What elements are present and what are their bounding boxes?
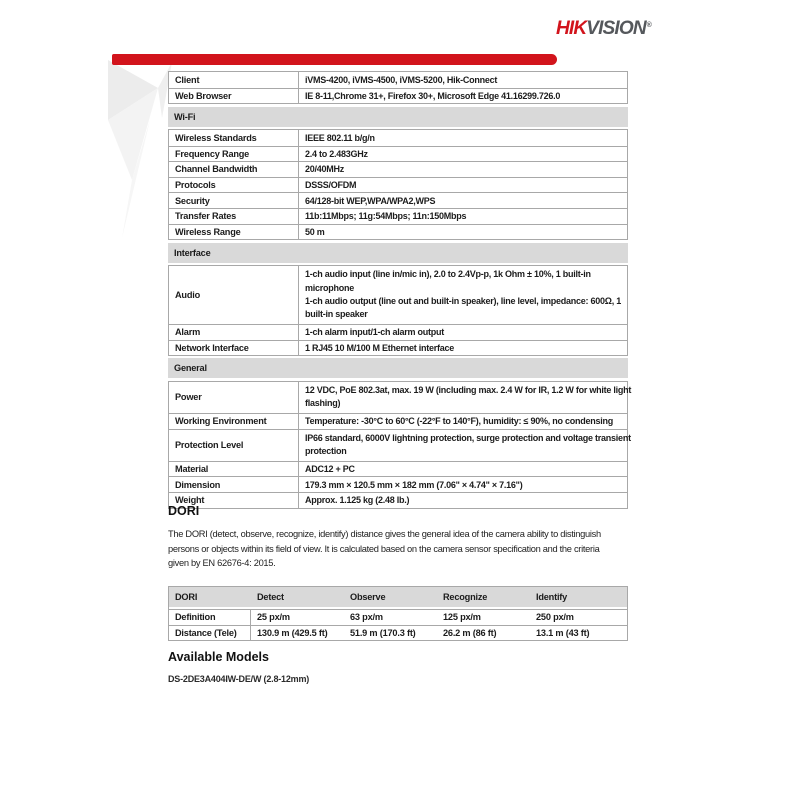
spec-value-line: 11b:11Mbps; 11g:54Mbps; 11n:150Mbps	[305, 211, 467, 222]
spec-value	[299, 462, 627, 477]
spec-value-line: 1-ch alarm input/1-ch alarm output	[305, 327, 445, 338]
spec-value	[299, 325, 627, 340]
spec-label: Transfer Rates	[169, 209, 299, 224]
dori-cell: Definition	[169, 610, 251, 625]
dori-cell: 130.9 m (429.5 ft)	[257, 627, 328, 638]
spec-value-line: 50 m	[305, 226, 325, 237]
dori-cell: Distance (Tele)	[169, 626, 251, 641]
spec-label: Weight	[169, 493, 299, 508]
dori-description-line: persons or objects within its field of view. It is calculated based on the camera sensor specification and the criteria	[168, 543, 600, 554]
dori-cell: 125 px/m	[443, 612, 481, 623]
dori-header-cell-identify: Identify	[536, 592, 568, 602]
spec-value-line: protection	[305, 446, 347, 457]
dori-header-cell-detect: Detect	[257, 592, 284, 602]
spec-value-line: DSSS/OFDM	[305, 180, 357, 191]
dori-section-title: DORI	[168, 504, 200, 518]
dori-cell: 51.9 m (170.3 ft)	[350, 627, 416, 638]
spec-value-line: Approx. 1.125 kg (2.48 lb.)	[305, 495, 410, 506]
spec-row-group	[168, 129, 628, 240]
spec-value-line: microphone	[305, 282, 355, 293]
spec-label: Power	[169, 382, 299, 413]
spec-value-line: 64/128-bit WEP,WPA/WPA2,WPS	[305, 195, 436, 206]
dori-cell: 63 px/m	[350, 612, 383, 623]
available-models-list	[168, 673, 309, 686]
logo-vision-text: VISION	[586, 17, 646, 39]
spec-label: Audio	[169, 266, 299, 324]
spec-value-line: iVMS-4200, iVMS-4500, iVMS-5200, Hik-Connect	[305, 74, 498, 85]
registered-trademark-symbol: ®	[646, 21, 652, 29]
spec-value	[299, 225, 627, 240]
model-number: DS-2DE3A404IW-DE/W (2.8-12mm)	[168, 674, 310, 684]
spec-row-protection-level	[169, 429, 631, 461]
spec-value	[299, 382, 635, 413]
dori-table	[168, 586, 628, 641]
spec-value	[299, 414, 627, 429]
spec-label: Security	[169, 193, 299, 208]
dori-description-line: given by EN 62676-4: 2015.	[168, 558, 276, 569]
spec-value-line: 179.3 mm × 120.5 mm × 182 mm (7.06" × 4.74" × 7.16")	[305, 479, 523, 490]
spec-value-line: 2.4 to 2.483GHz	[305, 148, 368, 159]
spec-row-frequency-range	[169, 146, 627, 162]
red-accent-bar	[112, 54, 557, 65]
spec-row-protocols	[169, 177, 627, 193]
spec-row-group	[168, 71, 628, 104]
specification-table	[168, 71, 632, 509]
spec-row-security	[169, 192, 627, 208]
spec-value	[299, 193, 627, 208]
spec-row-wireless-range	[169, 224, 627, 240]
spec-value	[299, 493, 627, 508]
spec-value-line: IEEE 802.11 b/g/n	[305, 132, 375, 143]
dori-cell: 13.1 m (43 ft)	[536, 627, 590, 638]
spec-value	[299, 89, 627, 104]
logo-hik-text: HIK	[555, 17, 587, 39]
spec-value-line: 12 VDC, PoE 802.3at, max. 19 W (including max. 2.4 W for IR, 1.2 W for white light	[305, 385, 632, 396]
dori-table-row-distance-tele	[169, 625, 627, 641]
spec-value-line: flashing)	[305, 398, 341, 409]
spec-value-line: 1-ch audio output (line out and built-in speaker), line level, impedance: 600Ω, 1	[305, 295, 622, 306]
spec-value	[299, 147, 627, 162]
spec-label: Alarm	[169, 325, 299, 340]
section-header-general: General	[168, 358, 628, 378]
section-header-interface: Interface	[168, 243, 628, 263]
spec-label: Network Interface	[169, 341, 299, 356]
spec-value-line: IP66 standard, 6000V lightning protection, surge protection and voltage transient	[305, 432, 631, 443]
spec-value-line: 1 RJ45 10 M/100 M Ethernet interface	[305, 342, 455, 353]
spec-value	[299, 209, 627, 224]
spec-value-line: IE 8-11,Chrome 31+, Firefox 30+, Microsoft Edge 41.16299.726.0	[305, 90, 561, 101]
spec-row-group	[168, 381, 632, 509]
spec-label: Wireless Range	[169, 225, 299, 240]
spec-row-working-environment	[169, 413, 627, 429]
section-header-wi-fi: Wi-Fi	[168, 107, 628, 127]
spec-value	[299, 477, 627, 492]
spec-row-channel-bandwidth	[169, 161, 627, 177]
spec-row-web-browser	[169, 88, 627, 104]
dori-table-row-definition	[169, 609, 627, 625]
dori-cell: 25 px/m	[257, 612, 290, 623]
spec-row-power	[169, 382, 632, 413]
dori-description	[168, 527, 638, 571]
spec-label: Web Browser	[169, 89, 299, 104]
spec-row-material	[169, 461, 627, 477]
dori-table-header-row	[169, 587, 627, 607]
dori-header-cell-recognize: Recognize	[443, 592, 488, 602]
spec-row-dimension	[169, 476, 627, 492]
spec-row-network-interface	[169, 340, 627, 356]
dori-header-cell-observe: Observe	[350, 592, 386, 602]
spec-value	[299, 266, 627, 324]
spec-label: Dimension	[169, 477, 299, 492]
spec-value-line: 20/40MHz	[305, 164, 345, 175]
spec-label: Working Environment	[169, 414, 299, 429]
spec-value-line: built-in speaker	[305, 309, 368, 320]
spec-value	[299, 162, 627, 177]
available-models-title: Available Models	[168, 650, 269, 664]
spec-row-weight	[169, 492, 627, 508]
spec-label: Protocols	[169, 178, 299, 193]
spec-value	[299, 341, 627, 356]
spec-label: Protection Level	[169, 430, 299, 461]
spec-row-group	[168, 265, 628, 356]
spec-value	[299, 178, 627, 193]
spec-row-transfer-rates	[169, 208, 627, 224]
spec-value	[299, 130, 627, 146]
hikvision-logo	[556, 17, 652, 40]
spec-value-line: 1-ch audio input (line in/mic in), 2.0 to 2.4Vp-p, 1k Ohm ± 10%, 1 built-in	[305, 269, 591, 280]
spec-row-alarm	[169, 324, 627, 340]
spec-label: Client	[169, 72, 299, 88]
dori-description-line: The DORI (detect, observe, recognize, identify) distance gives the general idea of the camera ability to distinguish	[168, 529, 601, 539]
spec-label: Wireless Standards	[169, 130, 299, 146]
dori-header-cell-dori: DORI	[175, 592, 198, 602]
dori-cell: 26.2 m (86 ft)	[443, 627, 497, 638]
spec-label: Material	[169, 462, 299, 477]
spec-value-line: ADC12 + PC	[305, 464, 355, 475]
dori-cell: 250 px/m	[536, 612, 574, 623]
spec-label: Channel Bandwidth	[169, 162, 299, 177]
spec-row-audio	[169, 266, 627, 324]
spec-row-client	[169, 72, 627, 88]
spec-label: Frequency Range	[169, 147, 299, 162]
spec-value	[299, 72, 627, 88]
spec-row-wireless-standards	[169, 130, 627, 146]
spec-value-line: Temperature: -30°C to 60°C (-22°F to 140°F), humidity: ≤ 90%, no condensing	[305, 416, 613, 427]
spec-value	[299, 430, 635, 461]
